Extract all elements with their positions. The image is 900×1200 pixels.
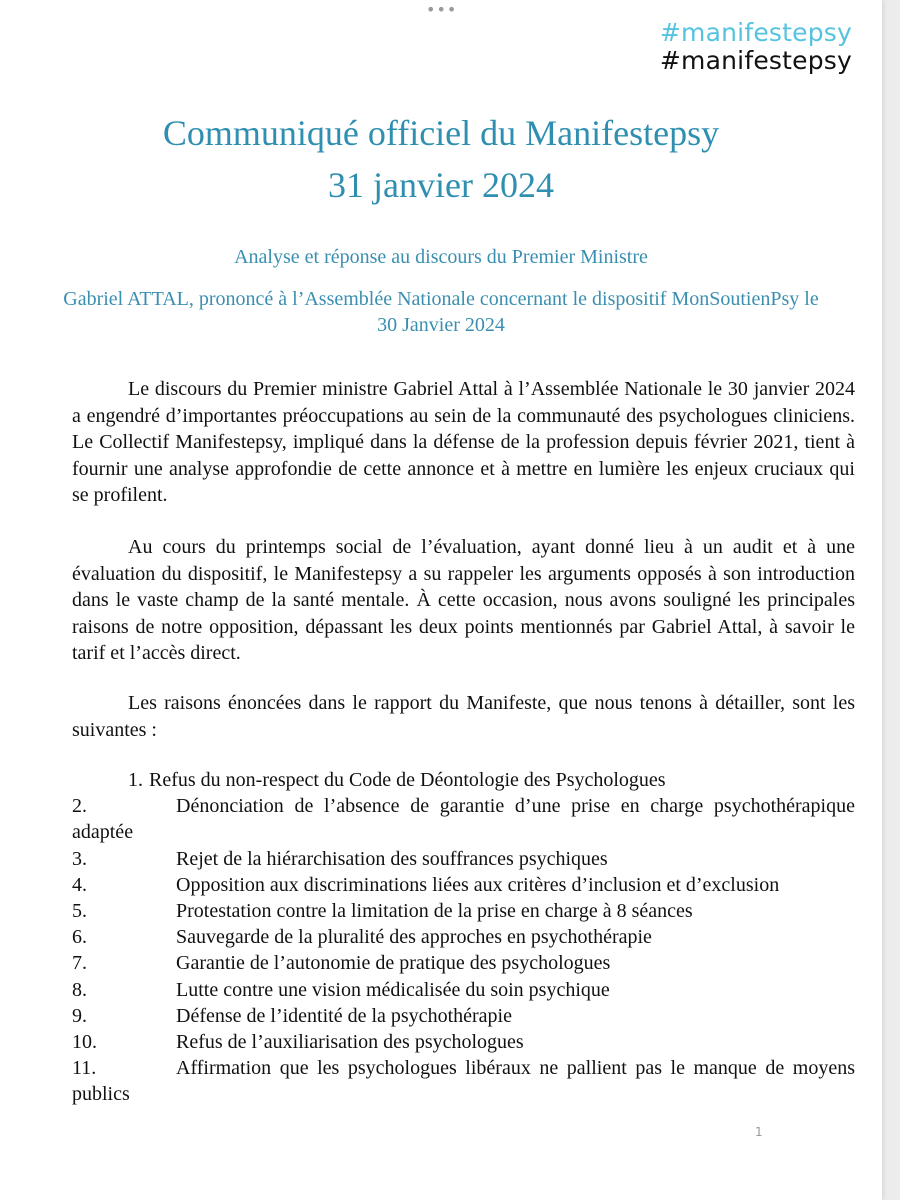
list-item bbox=[72, 1003, 855, 1029]
list-item-number: 6. bbox=[72, 926, 87, 949]
subtitle-line-1: Analyse et réponse au discours du Premier Ministre bbox=[234, 246, 648, 268]
list-item bbox=[72, 977, 855, 1003]
list-item-number: 2. bbox=[72, 795, 87, 818]
list-item-number: 7. bbox=[72, 952, 87, 975]
list-item-text: Dénonciation de l’absence de garantie d’une prise en charge psychothérapique adaptée bbox=[72, 795, 855, 844]
list-item-number: 5. bbox=[72, 900, 87, 923]
page-title: Communiqué officiel du Manifestepsy bbox=[162, 113, 720, 153]
list-item bbox=[72, 1055, 855, 1107]
list-item-text: Protestation contre la limitation de la prise en charge à 8 séances bbox=[176, 900, 693, 923]
list-item-text: Refus du non-respect du Code de Déontologie des Psychologues bbox=[149, 769, 666, 791]
list-item-number: 10. bbox=[72, 1031, 97, 1054]
list-item-text: Opposition aux discriminations liées aux critères d’inclusion et d’exclusion bbox=[176, 873, 780, 896]
list-item bbox=[72, 924, 855, 950]
more-options-handle[interactable]: ••• bbox=[426, 0, 458, 19]
list-item-number: 4. bbox=[72, 873, 87, 896]
hashtag-dark: #manifestepsy bbox=[659, 46, 852, 75]
page-date: 31 janvier 2024 bbox=[328, 165, 554, 205]
list-item-number: 1. bbox=[128, 769, 143, 791]
list-item-number: 3. bbox=[72, 847, 87, 870]
list-item-text: Défense de l’identité de la psychothérapie bbox=[176, 1004, 512, 1027]
list-item-number: 11. bbox=[72, 1057, 97, 1080]
page-number: 1 bbox=[755, 1125, 763, 1139]
list-item bbox=[72, 950, 855, 976]
list-item bbox=[72, 793, 855, 845]
list-item-text: Affirmation que les psychologues libéraux ne pallient pas le manque de moyens publics bbox=[72, 1057, 855, 1106]
subtitle-line-2: Gabriel ATTAL, prononcé à l’Assemblée Nationale concernant le dispositif MonSoutienPsy le 30 Janvier 2024 bbox=[63, 288, 819, 336]
hashtag-colored: #manifestepsy bbox=[659, 18, 852, 47]
reasons-list bbox=[72, 767, 855, 1108]
list-item-text: Sauvegarde de la pluralité des approches en psychothérapie bbox=[176, 926, 652, 949]
list-item bbox=[72, 767, 855, 793]
list-item-text: Garantie de l’autonomie de pratique des psychologues bbox=[176, 952, 611, 975]
list-item bbox=[72, 898, 855, 924]
list-item-number: 9. bbox=[72, 1004, 87, 1027]
list-item-text: Refus de l’auxiliarisation des psychologues bbox=[176, 1031, 524, 1054]
list-item-text: Rejet de la hiérarchisation des souffrances psychiques bbox=[176, 847, 608, 870]
list-item-text: Lutte contre une vision médicalisée du soin psychique bbox=[176, 978, 610, 1001]
paragraph-3: Les raisons énoncées dans le rapport du Manifeste, que nous tenons à détailler, sont les suivantes : bbox=[72, 692, 855, 741]
list-item bbox=[72, 846, 855, 872]
list-item-number: 8. bbox=[72, 978, 87, 1001]
paragraph-2: Au cours du printemps social de l’évaluation, ayant donné lieu à un audit et à une évaluation du dispositif, le Manifestepsy a su rappeler les arguments opposés à son introduction dans le vaste champ de la santé mentale. À cette occasion, nous avons souligné les principales raisons de notre opposition, dépassant les deux points mentionnés par Gabriel Attal, à savoir le tarif et l’accès direct. bbox=[72, 536, 855, 664]
list-item bbox=[72, 1029, 855, 1055]
paragraph-1: Le discours du Premier ministre Gabriel Attal à l’Assemblée Nationale le 30 janvier 2024 a engendré d’importantes préoccupations au sein de la communauté des psychologues cliniciens. Le Collectif Manifestepsy, impliqué dans la défense de la profession depuis février 2021, tient à fournir une analyse approfondie de cette annonce et à mettre en lumière les enjeux cruciaux qui se profilent. bbox=[72, 378, 855, 506]
list-item bbox=[72, 872, 855, 898]
